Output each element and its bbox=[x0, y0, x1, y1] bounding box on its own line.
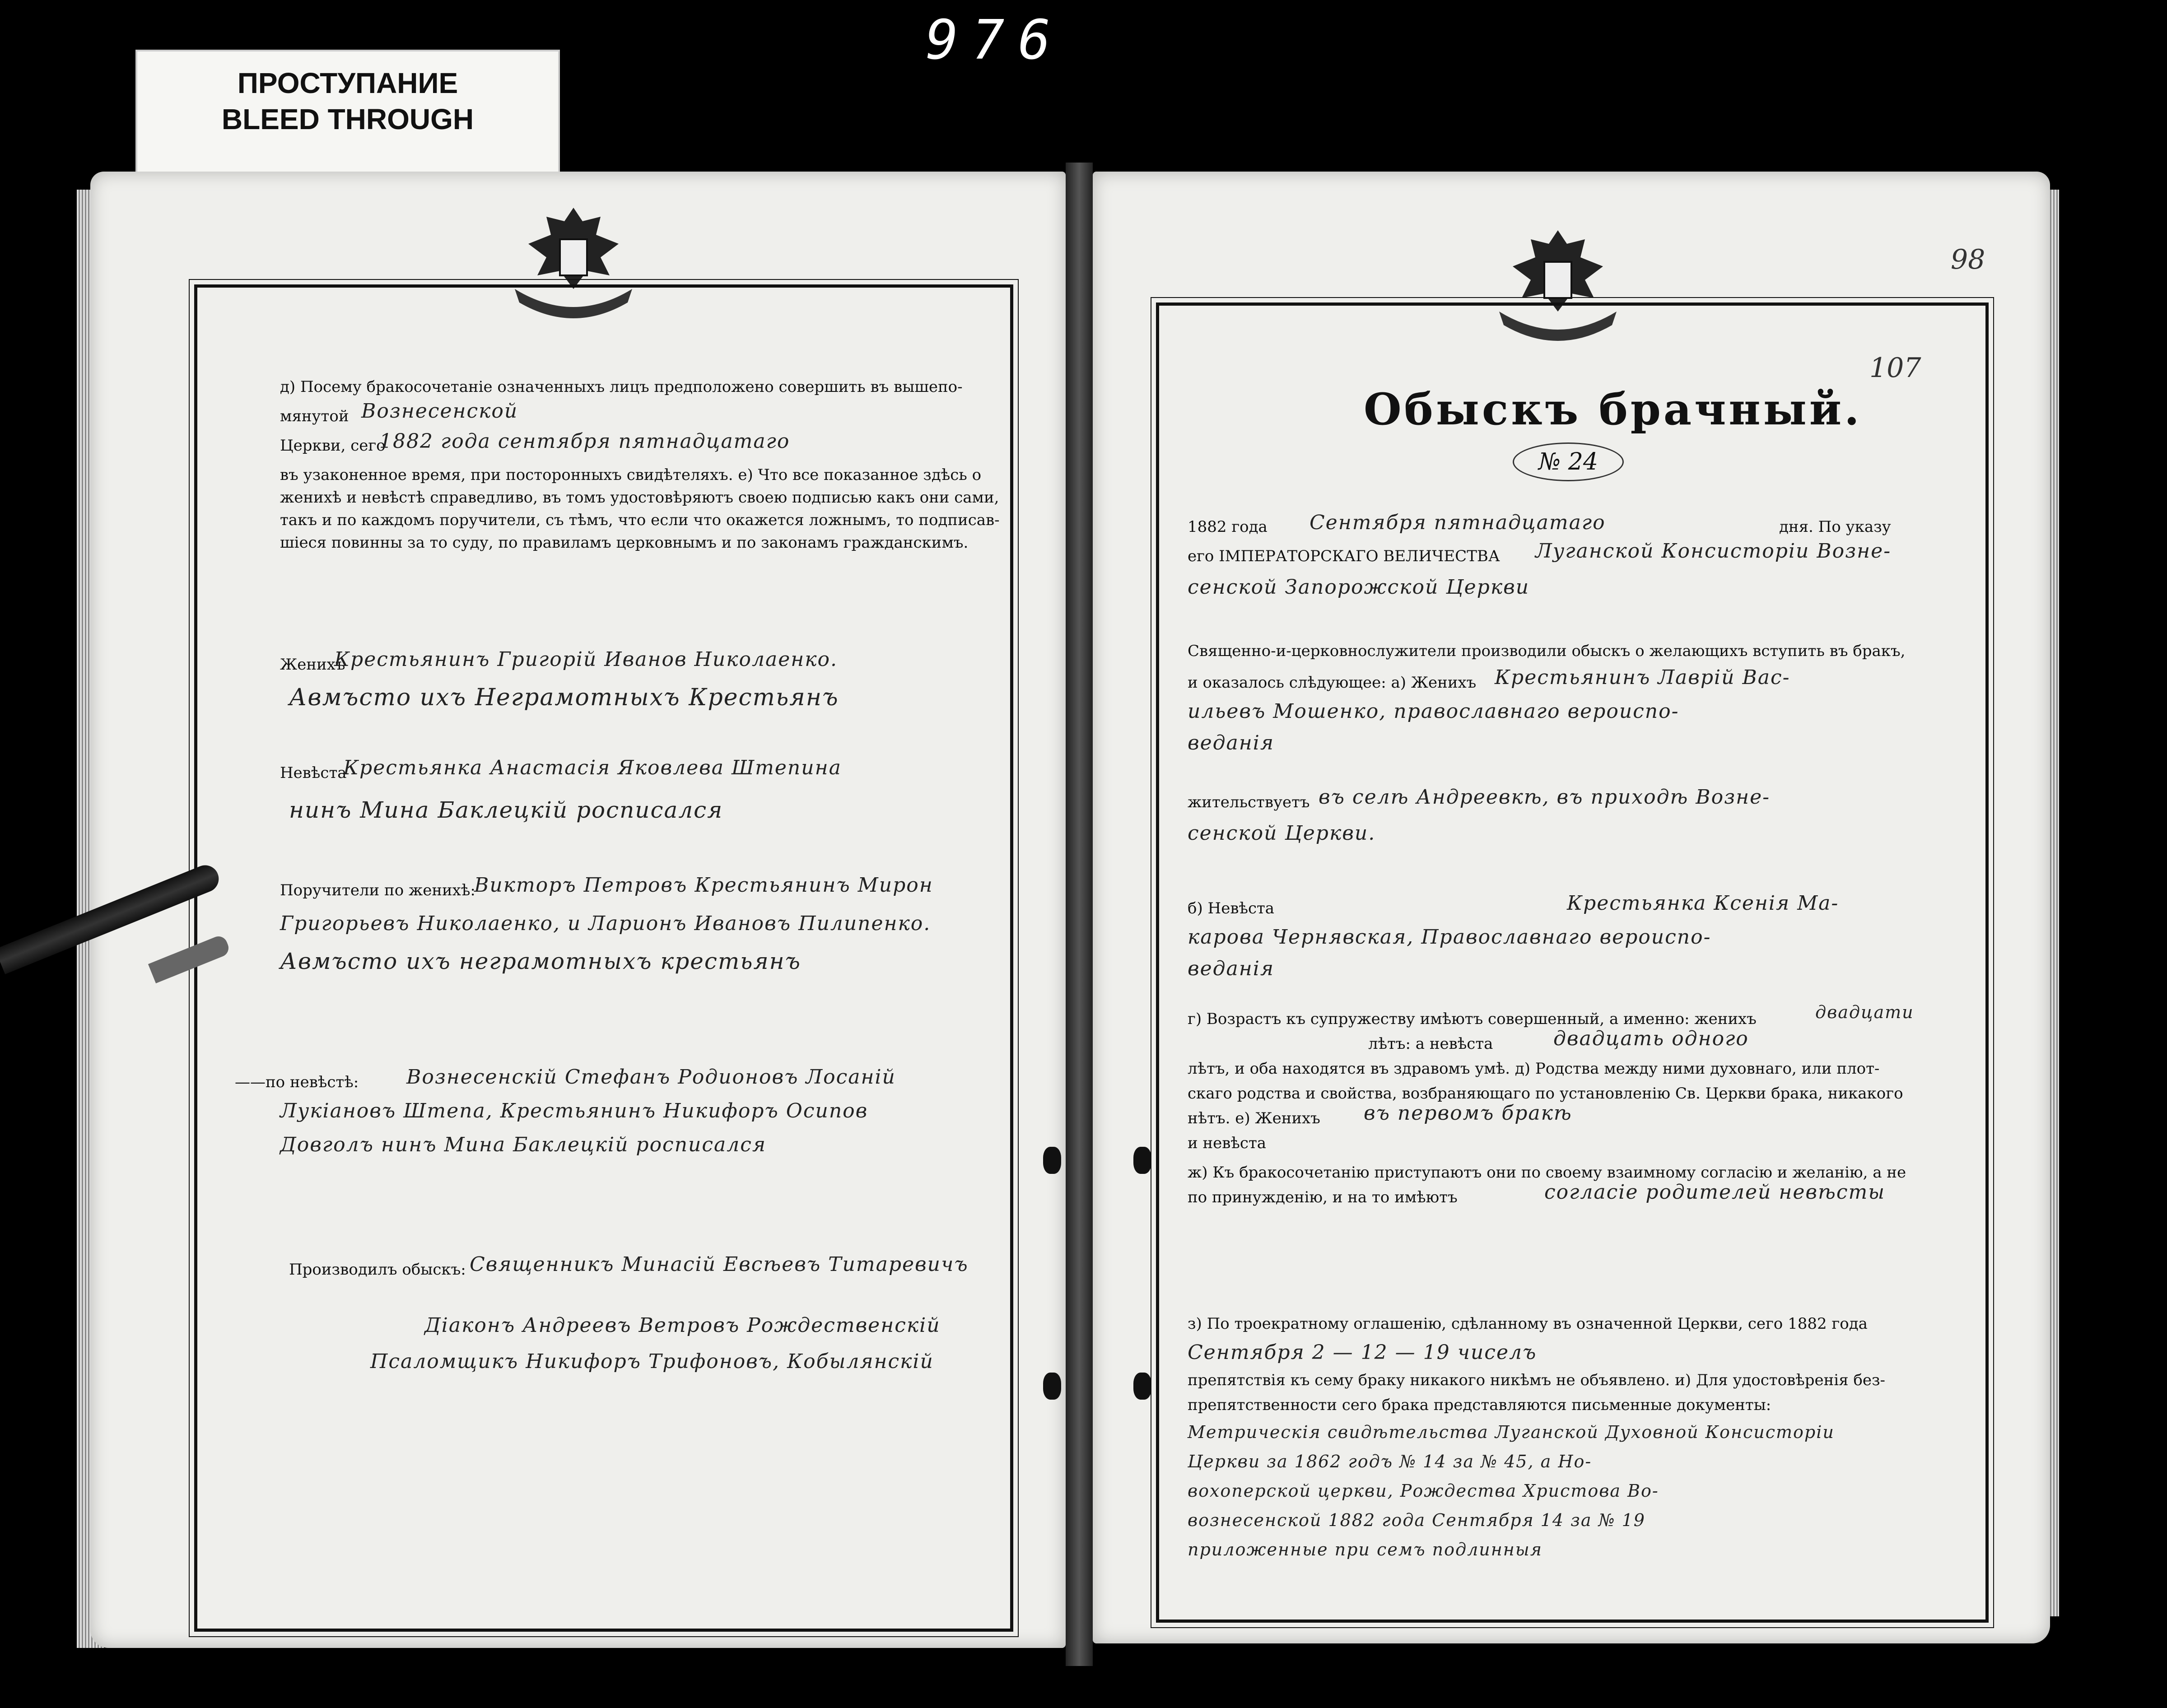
bride-hand-2: карова Чернявская, Православнаго вероиспо- bbox=[1188, 926, 1711, 949]
documents-hand-5: приложенные при семъ подлинныя bbox=[1188, 1540, 1543, 1559]
groom-hand-2: ильевъ Мошенко, православнаго вероиспо- bbox=[1188, 700, 1679, 723]
conducted-by-label: Производилъ обыскъ: bbox=[289, 1261, 466, 1279]
right-hand-consistory: Луганской Консисторiи Возне- bbox=[1535, 540, 1892, 563]
bride-sureties-label: ——по невѣстѣ: bbox=[235, 1073, 359, 1091]
right-hand-date: Сентября пятнадцатаго bbox=[1310, 511, 1606, 534]
banns-dates-hand: Сентября 2 — 12 — 19 чиселъ bbox=[1188, 1341, 1537, 1364]
groom-age-hand: двадцати bbox=[1815, 1002, 1914, 1022]
documents-hand-2: Церкви за 1862 годъ № 14 за № 45, а Но- bbox=[1188, 1452, 1592, 1471]
right-page bbox=[1093, 172, 2050, 1643]
right-line-2: дня. По указу bbox=[1779, 518, 1891, 536]
left-line-4: въ узаконенное время, при посторонныхъ свидѣтеляхъ. е) Что все показанное здѣсь о bbox=[280, 466, 982, 484]
groom-hand-3: веданiя bbox=[1188, 731, 1274, 754]
conducted-hand-2: Діаконъ Андреевъ Ветровъ Рождественскiй bbox=[424, 1314, 941, 1337]
left-line-1: д) Посему бракосочетаніе означенныхъ лицъ предположено совершить въ вышепо- bbox=[280, 378, 963, 396]
left-line-7: шiеся повинны за то суду, по правиламъ церковнымъ и по законамъ гражданскимъ. bbox=[280, 534, 969, 552]
right-line-13: и невѣста bbox=[1188, 1134, 1267, 1152]
residence-hand-2: сенской Церкви. bbox=[1188, 822, 1376, 845]
right-line-11: скаго родства и свойства, возбраняющаго по установленію Св. Церкви брака, никакого bbox=[1188, 1084, 1903, 1103]
marriage-status-hand: въ первомъ бракѣ bbox=[1364, 1102, 1572, 1125]
frame-number: 976 bbox=[926, 9, 1064, 72]
bride-hand-3: веданiя bbox=[1188, 957, 1274, 980]
documents-hand-1: Метрическiя свидѣтельства Луганской Духовной Консисторiи bbox=[1188, 1422, 1835, 1442]
page-title: Обыскъ брачный. bbox=[1364, 384, 1862, 435]
left-hand-church: Вознесенской bbox=[361, 400, 518, 423]
ink-speck bbox=[1133, 1147, 1151, 1174]
groom-sureties-label: Поручители по женихѣ: bbox=[280, 881, 475, 899]
bride-hand-2: нинъ Мина Баклецкiй росписался bbox=[289, 797, 723, 823]
residence-hand-1: въ селѣ Андреевкѣ, въ приходѣ Возне- bbox=[1319, 786, 1771, 809]
left-line-2: мянутой bbox=[280, 407, 349, 425]
right-line-4: Священно-и-церковнослужители производили обыскъ о желающихъ вступить въ бракъ, bbox=[1188, 642, 1906, 660]
ink-speck bbox=[1043, 1147, 1061, 1174]
folio-number-2: 107 bbox=[1869, 352, 1921, 384]
right-line-6: жительствуетъ bbox=[1188, 793, 1310, 811]
groom-hand-1: Крестьянинъ Лаврiй Вас- bbox=[1495, 666, 1790, 689]
sureties-hand-1: Викторъ Петровъ Крестьянинъ Мирон bbox=[474, 874, 933, 897]
right-line-9: лѣтъ: а невѣста bbox=[1368, 1035, 1493, 1053]
groom-hand-2: Авмъсто ихъ Неграмотныхъ Крестьянъ bbox=[289, 684, 839, 711]
conducted-hand-3: Псаломщикъ Никифоръ Трифоновъ, Кобылянскiй bbox=[370, 1350, 934, 1373]
right-line-8: г) Возрастъ къ супружеству имѣютъ совершенный, а именно: женихъ bbox=[1188, 1010, 1757, 1028]
right-line-16: з) По троекратному оглашенію, сдѣланному въ означенной Церкви, сего 1882 года bbox=[1188, 1315, 1868, 1333]
record-number: № 24 bbox=[1513, 442, 1624, 481]
right-line-7: б) Невѣста bbox=[1188, 899, 1275, 917]
groom-hand-1: Крестьянинъ Григорiй Иванов Николаенко. bbox=[334, 648, 838, 671]
sureties-hand-3: Авмъсто ихъ неграмотныхъ крестьянъ bbox=[280, 948, 801, 974]
left-page bbox=[90, 172, 1066, 1648]
bleed-through-notice bbox=[135, 50, 560, 176]
right-hand-church: сенской Запорожской Церкви bbox=[1188, 576, 1530, 599]
left-hand-date: 1882 года сентября пятнадцатаго bbox=[379, 430, 790, 453]
documents-hand-3: вохоперской церкви, Рождества Христова Во- bbox=[1188, 1481, 1659, 1501]
documents-hand-4: вознесенской 1882 года Сентября 14 за № 19 bbox=[1188, 1510, 1645, 1530]
left-line-3: Церкви, сего bbox=[280, 437, 386, 455]
right-line-5: и оказалось слѣдующее: а) Женихъ bbox=[1188, 674, 1477, 692]
ink-speck bbox=[1043, 1373, 1061, 1400]
folio-number: 98 bbox=[1951, 244, 1985, 275]
right-line-14: ж) Къ бракосочетанію приступаютъ они по своему взаимному согласію и желанію, а не bbox=[1188, 1163, 1906, 1182]
consent-hand: согласiе родителей невѣсты bbox=[1544, 1181, 1886, 1204]
notice-en: BLEED THROUGH bbox=[221, 103, 474, 135]
left-line-6: такъ и по каждомъ поручители, съ тѣмъ, что если что окажется ложнымъ, то подписав- bbox=[280, 511, 1000, 529]
bride-sureties-hand-2: Лукiановъ Штепа, Крестьянинъ Никифоръ Осипов bbox=[280, 1099, 868, 1122]
notice-ru: ПРОСТУПАНИЕ bbox=[237, 67, 458, 99]
left-line-5: женихѣ и невѣстѣ справедливо, въ томъ удостовѣряютъ своею подписью какъ они сами, bbox=[280, 489, 999, 507]
right-line-18: препятственности сего брака представляются письменные документы: bbox=[1188, 1396, 1771, 1414]
bride-sureties-hand-3: Довголъ нинъ Мина Баклецкiй росписался bbox=[280, 1133, 767, 1156]
right-line-15: по принужденію, и на то имѣютъ bbox=[1188, 1188, 1458, 1206]
right-line-1: 1882 года bbox=[1188, 518, 1268, 536]
bride-label: Невѣста bbox=[280, 764, 347, 782]
bride-age-hand: двадцать одного bbox=[1553, 1027, 1749, 1050]
conducted-hand-1: Священникъ Минасiй Евсѣевъ Титаревичъ bbox=[470, 1253, 969, 1276]
sureties-hand-2: Григорьевъ Николаенко, и Ларионъ Ивановъ Пилипенко. bbox=[280, 912, 931, 935]
bride-hand-1: Крестьянка Анастасiя Яковлева Штепина bbox=[343, 756, 842, 779]
bride-hand-1: Крестьянка Ксенiя Ма- bbox=[1567, 892, 1839, 915]
right-line-17: препятствія къ сему браку никакого никѣмъ не объявлено. и) Для удостовѣренія без- bbox=[1188, 1371, 1886, 1389]
right-line-12: нѣтъ. е) Женихъ bbox=[1188, 1109, 1320, 1127]
right-line-10: лѣтъ, и оба находятся въ здравомъ умѣ. д) Родства между ними духовнаго, или плот- bbox=[1188, 1060, 1880, 1078]
book-gutter bbox=[1066, 163, 1093, 1666]
groom-label: Женихъ bbox=[280, 656, 345, 674]
bride-sureties-hand-1: Вознесенскiй Стефанъ Родионовъ Лосанiй bbox=[406, 1066, 896, 1089]
right-line-3: его ІМПЕРАТОРСКАГО ВЕЛИЧЕСТВА bbox=[1188, 547, 1500, 565]
ink-speck bbox=[1133, 1373, 1151, 1400]
